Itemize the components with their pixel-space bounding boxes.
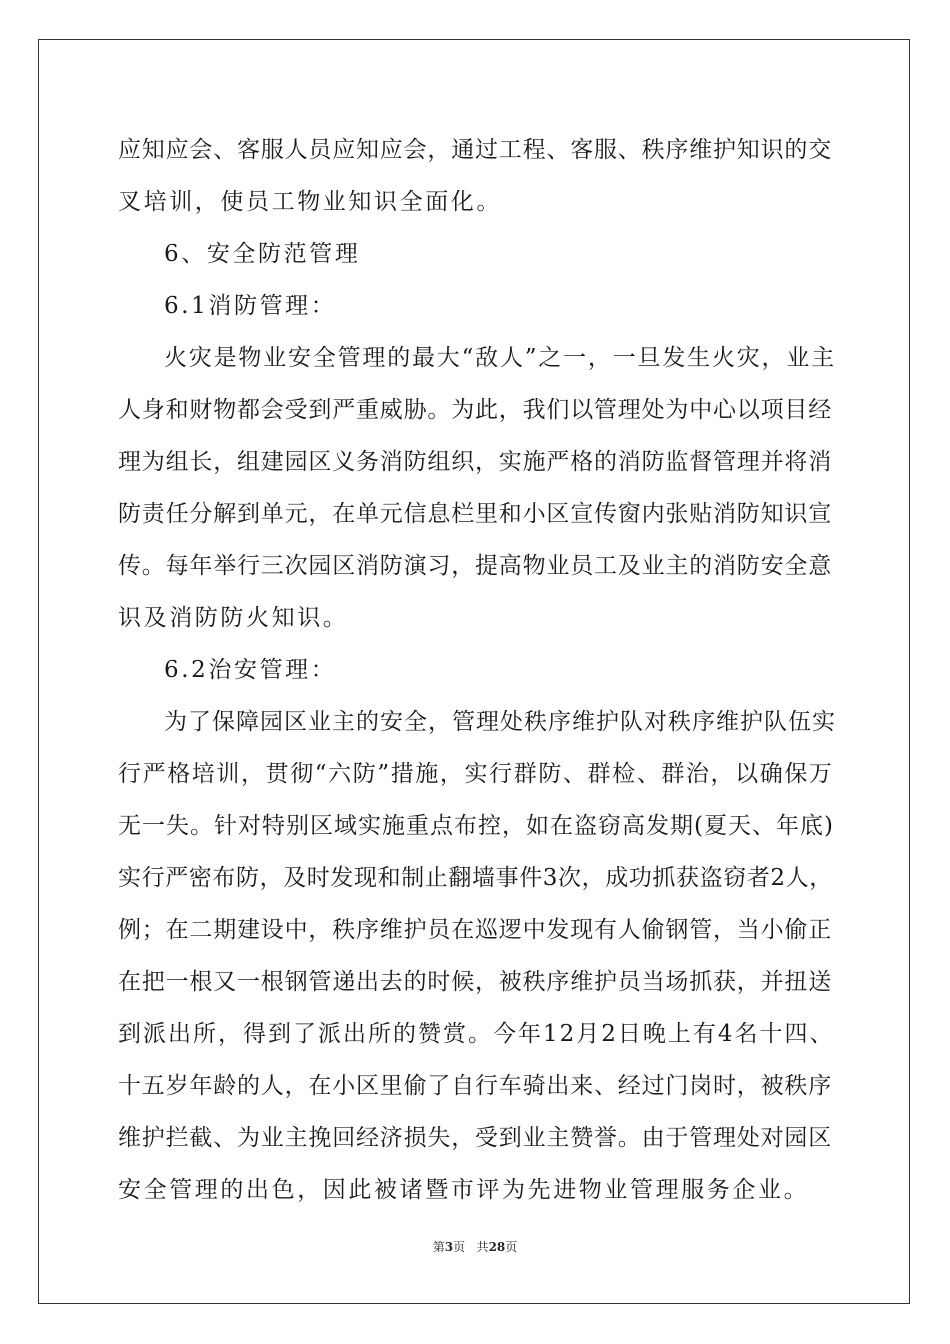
paragraph-line: 人身和财物都会受到严重威胁。为此，我们以管理处为中心以项目经 [118,397,832,423]
subsection-heading: 6.1消防管理： [164,293,337,319]
paragraph-line: 维护拦截、为业主挽回经济损失，受到业主赞誉。由于管理处对园区 [118,1125,832,1151]
paragraph-line: 行严格培训，贯彻“六防”措施，实行群防、群检、群治，以确保万 [118,761,834,787]
paragraph-line: 实行严密布防，及时发现和制止翻墙事件3次，成功抓获盗窃者2人， [118,865,833,891]
footer-total-prefix: 共 [476,1240,489,1254]
current-page-number: 3 [444,1240,454,1254]
footer-page-suffix: 页 [453,1240,466,1254]
page-footer [0,1238,950,1255]
paragraph-line: 十五岁年龄的人，在小区里偷了自行车骑出来、经过门岗时，被秩序 [118,1073,832,1099]
paragraph-line: 到派出所，得到了派出所的赞赏。今年12月2日晚上有4名十四、 [118,1021,835,1047]
paragraph-line: 例；在二期建设中，秩序维护员在巡逻中发现有人偷钢管，当小偷正 [118,917,832,943]
paragraph-line: 应知应会、客服人员应知应会，通过工程、客服、秩序维护知识的交 [118,137,832,163]
section-heading: 6、安全防范管理 [164,241,361,267]
footer-total-suffix: 页 [505,1240,518,1254]
paragraph-line: 安全管理的出色，因此被诸暨市评为先进物业管理服务企业。 [118,1177,810,1203]
total-page-count: 28 [488,1240,506,1254]
paragraph-line: 为了保障园区业主的安全，管理处秩序维护队对秩序维护队伍实 [164,709,836,735]
paragraph-line: 叉培训，使员工物业知识全面化。 [118,189,502,215]
paragraph-line: 传。每年举行三次园区消防演习，提高物业员工及业主的消防安全意 [118,553,832,579]
subsection-heading: 6.2治安管理： [164,657,337,683]
paragraph-line: 防责任分解到单元，在单元信息栏里和小区宣传窗内张贴消防知识宣 [118,501,832,527]
footer-prefix: 第 [432,1240,445,1254]
paragraph-line: 识及消防防火知识。 [118,605,349,631]
paragraph-line: 理为组长，组建园区义务消防组织，实施严格的消防监督管理并将消 [118,449,832,475]
paragraph-line: 无一失。针对特别区域实施重点布控，如在盗窃高发期(夏天、年底) [118,813,834,839]
document-body [118,124,836,1216]
paragraph-line: 火灾是物业安全管理的最大“敌人”之一，一旦发生火灾，业主 [164,345,836,371]
paragraph-line: 在把一根又一根钢管递出去的时候，被秩序维护员当场抓获，并扭送 [118,969,832,995]
